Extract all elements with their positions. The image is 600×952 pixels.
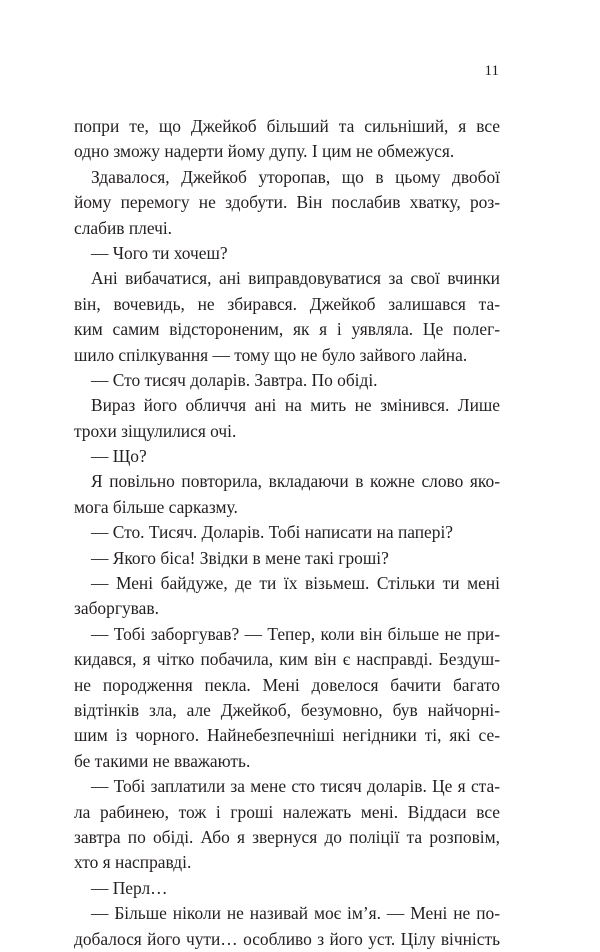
text-line: шило спілкування — тому що не було зайвого лайна.	[74, 344, 468, 365]
text-line: добалося його чути… особливо з його уст. Цілу вічність	[74, 928, 500, 949]
text-line: — Сто. Тисяч. Доларів. Тобі написати на папері?	[91, 522, 454, 543]
text-line: ким самим відстороненим, як я і уявляла. Це полег-	[74, 319, 500, 340]
text-line: — Мені байдуже, де ти їх візьмеш. Стільки ти мені	[91, 573, 500, 594]
text-line: слабив плечі.	[74, 217, 173, 238]
page-number: 11	[484, 63, 499, 79]
text-line: кидався, я чітко побачила, ким він є насправді. Бездуш-	[74, 649, 500, 670]
text-line: — Що?	[91, 446, 147, 467]
text-line: Здавалося, Джейкоб уторопав, що в цьому двобої	[91, 166, 500, 187]
text-line: Я повільно повторила, вкладаючи в кожне слово яко-	[91, 471, 500, 492]
text-line: одно зможу надерти йому дупу. І цим не обмежуся.	[74, 141, 455, 162]
text-line: — Сто тисяч доларів. Завтра. По обіді.	[91, 369, 378, 390]
text-line: йому перемогу не здобути. Він послабив хватку, роз-	[74, 192, 500, 213]
text-line: Ані вибачатися, ані виправдовуватися за свої вчинки	[91, 268, 500, 289]
text-line: шим із чорного. Найнебезпечніші негідники ті, які се-	[74, 725, 500, 746]
text-line: мога більше сарказму.	[74, 496, 238, 517]
text-line: Вираз його обличчя ані на мить не змінився. Лише	[91, 395, 500, 416]
text-line: ла рабинею, тож і гроші належать мені. Віддаси все	[74, 801, 500, 822]
text-line: не породження пекла. Мені довелося бачити багато	[74, 674, 500, 695]
text-line: — Тобі заплатили за мене сто тисяч доларів. Це я ста-	[91, 776, 500, 797]
text-line: завтра по обіді. Або я звернуся до поліції та розповім,	[74, 826, 500, 847]
text-line: — Тобі заборгував? — Тепер, коли він більше не при-	[91, 623, 500, 644]
text-line: відтінків зла, але Джейкоб, безумовно, був найчорні-	[74, 699, 500, 720]
text-line: трохи зіщулилися очі.	[74, 420, 237, 441]
text-line: бе такими не вважають.	[74, 750, 251, 771]
text-line: заборгував.	[74, 598, 159, 619]
text-line: попри те, що Джейкоб більший та сильніший, я все	[74, 116, 500, 136]
text-line: — Більше ніколи не називай моє ім’я. — Мені не по-	[91, 903, 500, 924]
text-line: — Якого біса! Звідки в мене такі гроші?	[91, 547, 389, 568]
text-line: — Чого ти хочеш?	[91, 242, 228, 263]
body-text	[74, 114, 500, 952]
text-line: він, вочевидь, не збирався. Джейкоб залишався та-	[74, 293, 500, 314]
text-line: — Перл…	[91, 877, 168, 898]
text-line: хто я насправді.	[74, 852, 192, 873]
